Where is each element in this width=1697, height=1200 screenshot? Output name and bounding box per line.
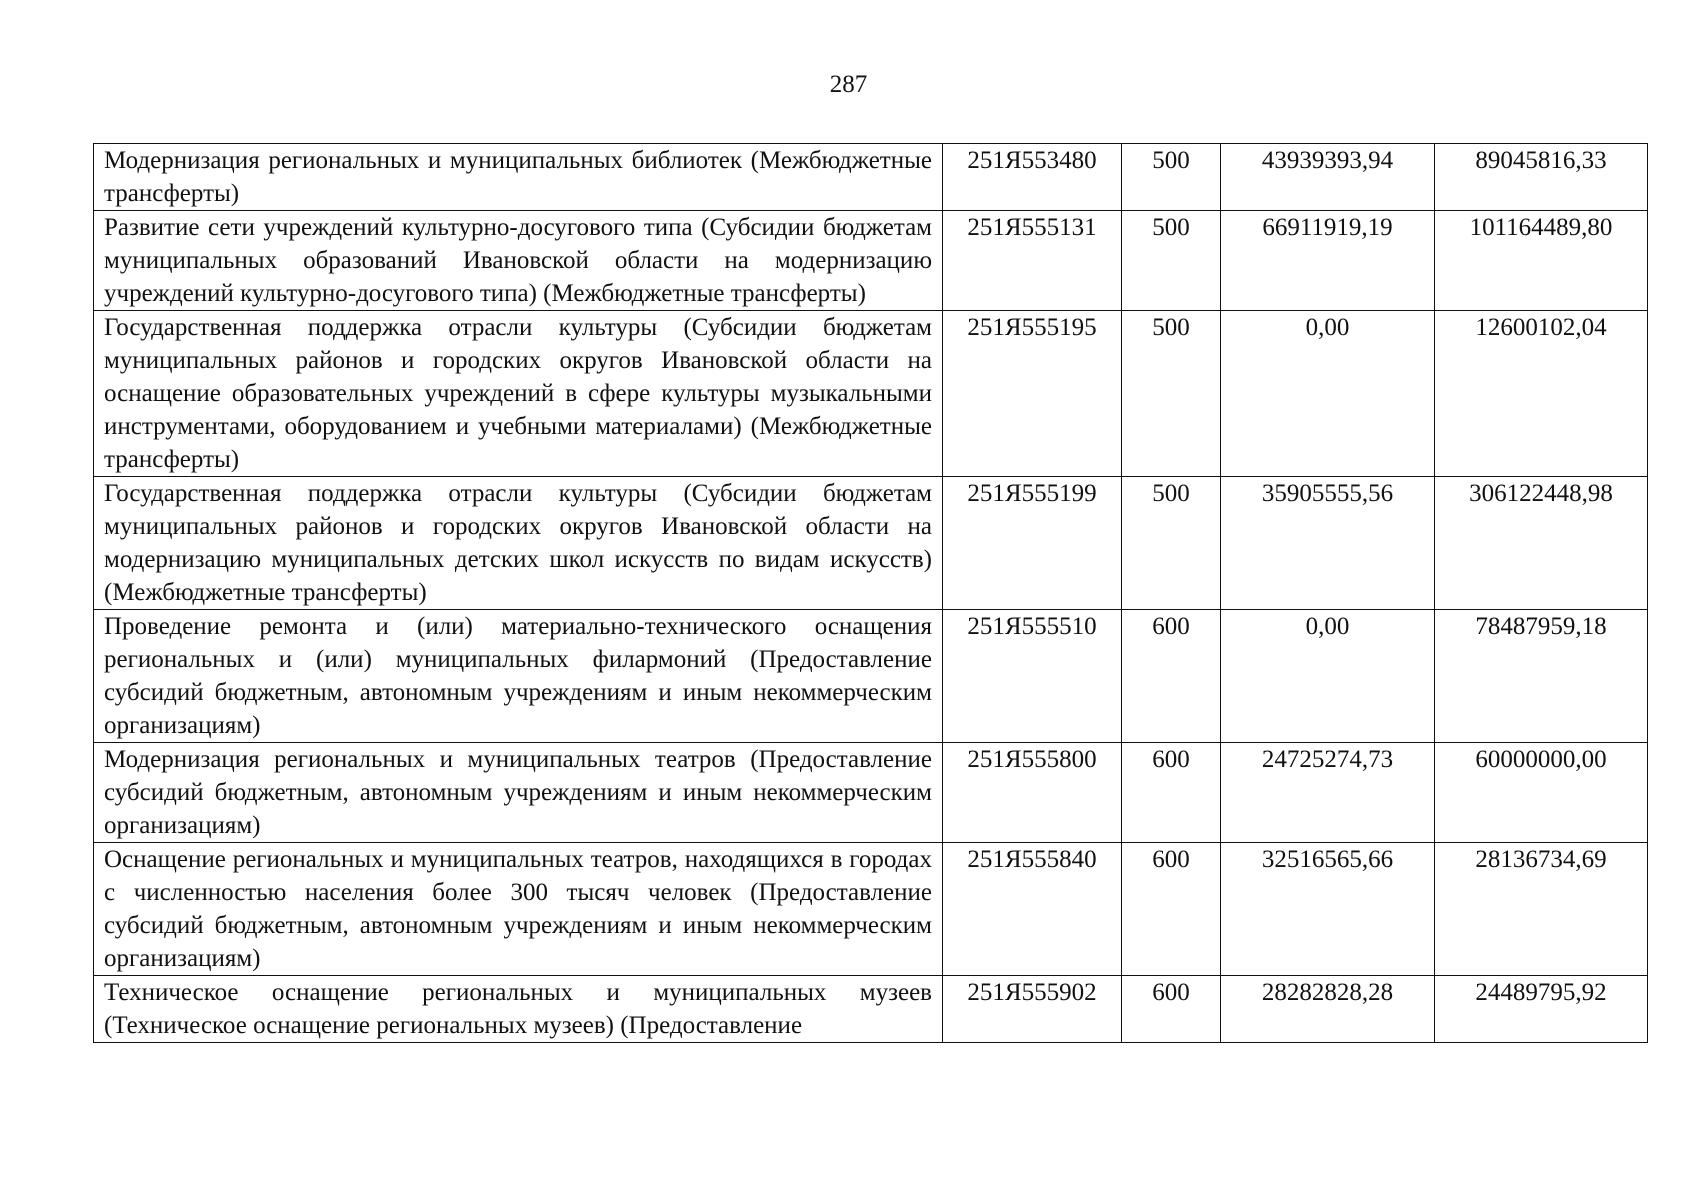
row-code-cell: 251Я555902 [943, 976, 1122, 1043]
row-code-cell: 251Я555840 [943, 843, 1122, 976]
row-sum2-cell: 24489795,92 [1435, 976, 1648, 1043]
row-type-cell: 500 [1122, 211, 1221, 311]
table-row [94, 843, 1648, 976]
row-sum1-cell: 32516565,66 [1221, 843, 1435, 976]
row-sum1-cell: 0,00 [1221, 311, 1435, 477]
row-sum1-cell: 0,00 [1221, 610, 1435, 743]
row-sum2-cell: 60000000,00 [1435, 743, 1648, 843]
row-code-cell: 251Я555800 [943, 743, 1122, 843]
row-sum2-cell: 89045816,33 [1435, 144, 1648, 211]
row-name-cell: Проведение ремонта и (или) материально-технического оснащения региональных и (или) муниципальных филармоний (Предоставление субсидий бюджетным, автономным учреждениям и иным некоммерческим организациям) [94, 610, 943, 743]
budget-table [93, 143, 1648, 1043]
row-name-cell: Оснащение региональных и муниципальных театров, находящихся в городах с численностью населения более 300 тысяч человек (Предоставление субсидий бюджетным, автономным учреждениям и иным некоммерческим организациям) [94, 843, 943, 976]
row-sum2-cell: 101164489,80 [1435, 211, 1648, 311]
row-name-cell: Модернизация региональных и муниципальных театров (Предоставление субсидий бюджетным, автономным учреждениям и иным некоммерческим организациям) [94, 743, 943, 843]
table-row [94, 311, 1648, 477]
row-sum2-cell: 12600102,04 [1435, 311, 1648, 477]
row-type-cell: 600 [1122, 610, 1221, 743]
row-type-cell: 600 [1122, 976, 1221, 1043]
page-number: 287 [829, 71, 868, 98]
row-type-cell: 600 [1122, 843, 1221, 976]
row-code-cell: 251Я555195 [943, 311, 1122, 477]
table-row [94, 976, 1648, 1043]
row-sum2-cell: 28136734,69 [1435, 843, 1648, 976]
row-sum1-cell: 66911919,19 [1221, 211, 1435, 311]
row-name-cell: Техническое оснащение региональных и муниципальных музеев (Техническое оснащение региональных музеев) (Предоставление [94, 976, 943, 1043]
row-type-cell: 500 [1122, 144, 1221, 211]
row-sum1-cell: 43939393,94 [1221, 144, 1435, 211]
row-type-cell: 500 [1122, 311, 1221, 477]
row-sum2-cell: 78487959,18 [1435, 610, 1648, 743]
table-row [94, 743, 1648, 843]
row-sum1-cell: 24725274,73 [1221, 743, 1435, 843]
table-row [94, 477, 1648, 610]
row-code-cell: 251Я553480 [943, 144, 1122, 211]
row-type-cell: 500 [1122, 477, 1221, 610]
row-sum2-cell: 306122448,98 [1435, 477, 1648, 610]
table-row [94, 144, 1648, 211]
row-code-cell: 251Я555131 [943, 211, 1122, 311]
row-code-cell: 251Я555510 [943, 610, 1122, 743]
table-row [94, 211, 1648, 311]
row-name-cell: Государственная поддержка отрасли культуры (Субсидии бюджетам муниципальных районов и городских округов Ивановской области на оснащение образовательных учреждений в сфере культуры музыкальными инструментами, оборудованием и учебными материалами) (Межбюджетные трансферты) [94, 311, 943, 477]
row-code-cell: 251Я555199 [943, 477, 1122, 610]
row-name-cell: Модернизация региональных и муниципальных библиотек (Межбюджетные трансферты) [94, 144, 943, 211]
row-type-cell: 600 [1122, 743, 1221, 843]
table-row [94, 610, 1648, 743]
row-sum1-cell: 35905555,56 [1221, 477, 1435, 610]
row-sum1-cell: 28282828,28 [1221, 976, 1435, 1043]
row-name-cell: Развитие сети учреждений культурно-досугового типа (Субсидии бюджетам муниципальных образований Ивановской области на модернизацию учреждений культурно-досугового типа) (Межбюджетные трансферты) [94, 211, 943, 311]
row-name-cell: Государственная поддержка отрасли культуры (Субсидии бюджетам муниципальных районов и городских округов Ивановской области на модернизацию муниципальных детских школ искусств по видам искусств) (Межбюджетные трансферты) [94, 477, 943, 610]
